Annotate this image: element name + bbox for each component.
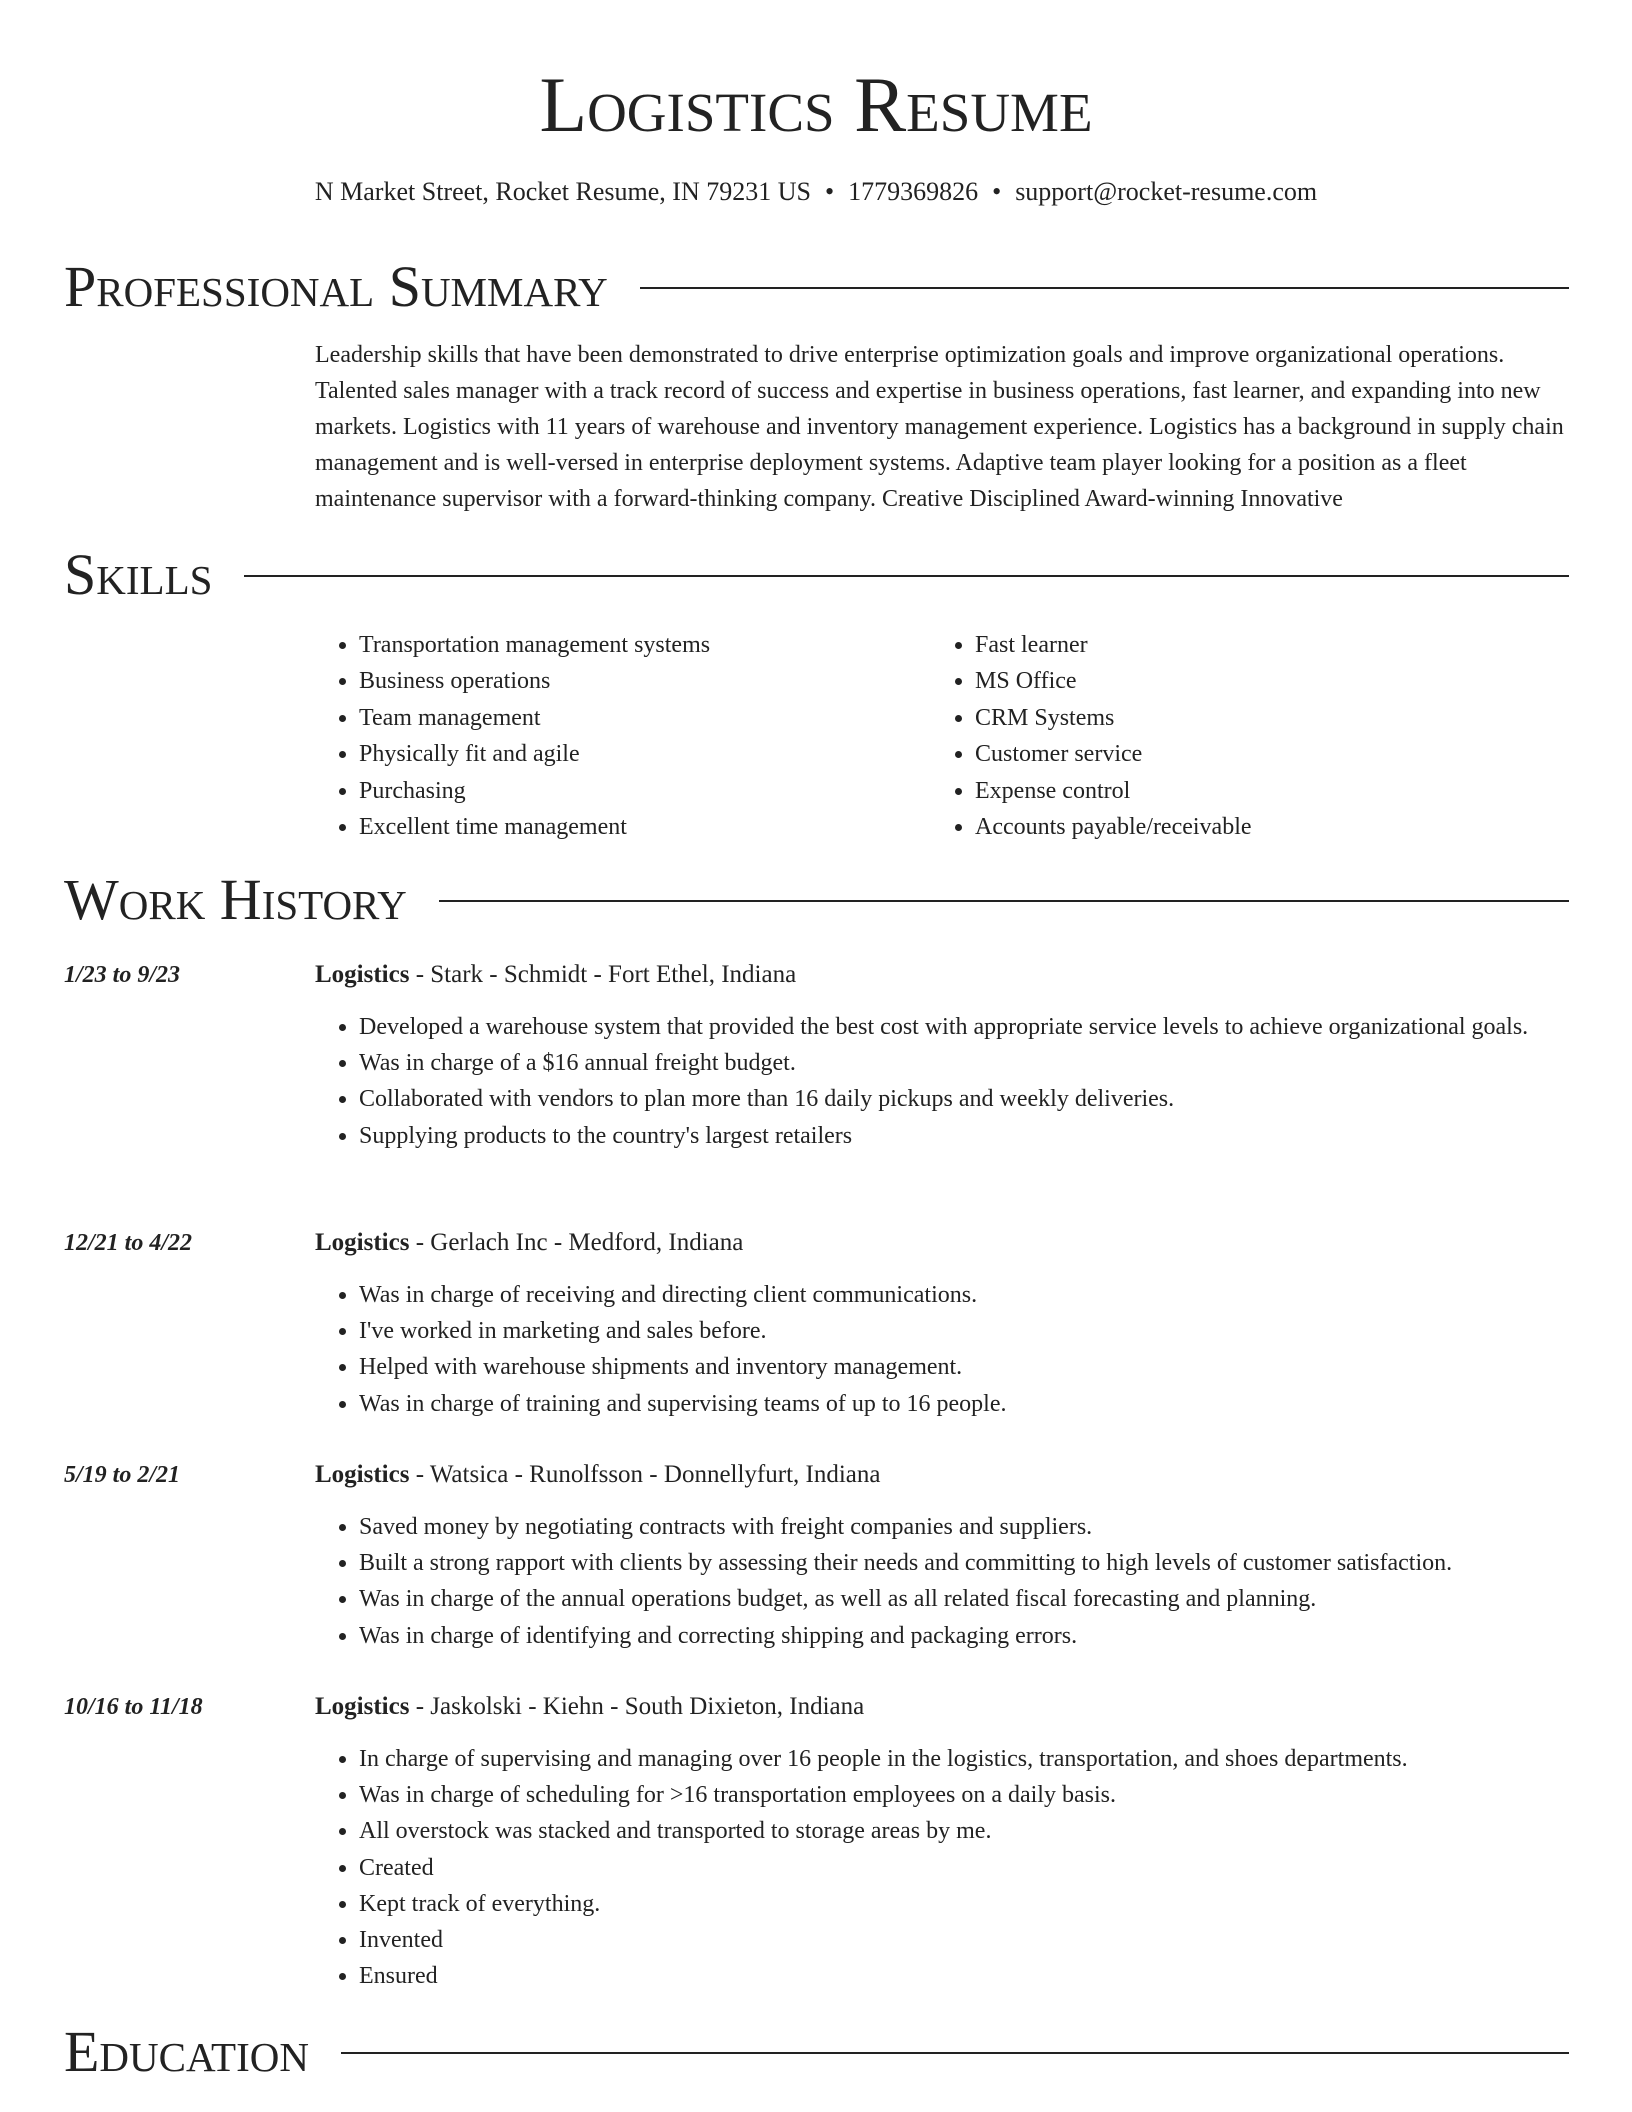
job-dates: 10/16 to 11/18 bbox=[64, 1694, 203, 1720]
job-bullet: • Built a strong rapport with clients by assessing their needs and committing to high levels of customer satisfaction. bbox=[359, 1545, 1613, 1581]
job-bullet: • Supplying products to the country's largest retailers bbox=[359, 1118, 1613, 1154]
summary-section-header bbox=[64, 255, 1569, 319]
job-bullet: • Was in charge of the annual operations budget, as well as all related fiscal forecasting and planning. bbox=[359, 1581, 1613, 1617]
skills-list bbox=[315, 627, 1571, 845]
job-heading bbox=[315, 958, 1569, 992]
job-bullets bbox=[315, 1009, 1613, 1154]
job-bullet: • In charge of supervising and managing over 16 people in the logistics, transportation, and shoes departments. bbox=[359, 1741, 1613, 1777]
section-divider bbox=[439, 900, 1569, 902]
job-bullet: • Collaborated with vendors to plan more than 16 daily pickups and weekly deliveries. bbox=[359, 1081, 1613, 1117]
job-bullet: • Invented bbox=[359, 1922, 1613, 1958]
skill-item: • Customer service bbox=[975, 736, 1252, 772]
skills-column-left bbox=[315, 627, 931, 845]
job-bullets bbox=[315, 1509, 1613, 1654]
skill-item: • CRM Systems bbox=[975, 700, 1252, 736]
job-bullet: • Was in charge of receiving and directing client communications. bbox=[359, 1277, 1613, 1313]
job-title: Logistics bbox=[315, 1461, 410, 1488]
job-bullet: • I've worked in marketing and sales before. bbox=[359, 1313, 1613, 1349]
resume-name: Logistics Resume bbox=[539, 61, 1093, 148]
section-divider bbox=[244, 575, 1569, 577]
section-title-skills: Skills bbox=[64, 542, 213, 607]
skills-column-right bbox=[931, 627, 1252, 845]
job-dates: 12/21 to 4/22 bbox=[64, 1230, 193, 1256]
work-history-section-header bbox=[64, 868, 1569, 932]
contact-email: support@rocket-resume.com bbox=[1015, 177, 1318, 206]
skill-item: • MS Office bbox=[975, 663, 1252, 699]
section-title-education: Education bbox=[64, 2019, 309, 2084]
job-heading bbox=[315, 1458, 1569, 1492]
job-bullet: • Saved money by negotiating contracts with freight companies and suppliers. bbox=[359, 1509, 1613, 1545]
contact-separator: • bbox=[824, 177, 835, 206]
skill-item: • Team management bbox=[359, 700, 931, 736]
job-employer: - Watsica - Runolfsson - Donnellyfurt, Indiana bbox=[409, 1461, 881, 1488]
section-title-summary: Professional Summary bbox=[64, 254, 608, 319]
job-bullet: • Kept track of everything. bbox=[359, 1886, 1613, 1922]
job-employer: - Jaskolski - Kiehn - South Dixieton, Indiana bbox=[409, 1693, 865, 1720]
contact-line bbox=[0, 175, 1632, 209]
job-bullets bbox=[315, 1741, 1613, 1994]
job-employer: - Stark - Schmidt - Fort Ethel, Indiana bbox=[409, 961, 797, 988]
job-employer: - Gerlach Inc - Medford, Indiana bbox=[409, 1229, 744, 1256]
skill-item: • Expense control bbox=[975, 773, 1252, 809]
summary-text: Leadership skills that have been demonstrated to drive enterprise optimization goals and improve organizational operations. Talented sales manager with a track record of success and expertise in business operations, fast learner, and expanding into new markets. Logistics with 11 years of warehouse and inventory management experience. Logistics has a background in supply chain management and is well-versed in enterprise deployment systems. Adaptive team player looking for a position as a fleet maintenance supervisor with a forward-thinking company. Creative Disciplined Award-winning Innovative bbox=[315, 342, 1564, 512]
job-title: Logistics bbox=[315, 1229, 410, 1256]
job-bullet: • Created bbox=[359, 1850, 1613, 1886]
education-section-header bbox=[64, 2020, 1569, 2084]
section-divider bbox=[640, 287, 1569, 289]
job-bullet: • Was in charge of scheduling for >16 transportation employees on a daily basis. bbox=[359, 1777, 1613, 1813]
job-bullet: • All overstock was stacked and transported to storage areas by me. bbox=[359, 1813, 1613, 1849]
skills-section-header bbox=[64, 543, 1569, 607]
job-bullet: • Developed a warehouse system that provided the best cost with appropriate service levels to achieve organizational goals. bbox=[359, 1009, 1613, 1045]
job-dates: 1/23 to 9/23 bbox=[64, 962, 181, 988]
job-bullet: • Ensured bbox=[359, 1958, 1613, 1994]
skill-item: • Accounts payable/receivable bbox=[975, 809, 1252, 845]
job-heading bbox=[315, 1690, 1569, 1724]
skill-item: • Fast learner bbox=[975, 627, 1252, 663]
job-bullet: • Helped with warehouse shipments and inventory management. bbox=[359, 1349, 1613, 1385]
contact-separator: • bbox=[992, 177, 1002, 206]
section-title-work-history: Work History bbox=[64, 867, 407, 932]
job-bullet: • Was in charge of identifying and correcting shipping and packaging errors. bbox=[359, 1618, 1613, 1654]
job-dates: 5/19 to 2/21 bbox=[64, 1462, 181, 1488]
job-title: Logistics bbox=[315, 1693, 410, 1720]
job-heading bbox=[315, 1226, 1569, 1260]
job-bullet: • Was in charge of training and supervising teams of up to 16 people. bbox=[359, 1386, 1613, 1422]
skill-item: • Purchasing bbox=[359, 773, 931, 809]
skill-item: • Excellent time management bbox=[359, 809, 931, 845]
contact-address: N Market Street, Rocket Resume, IN 79231 US bbox=[314, 177, 811, 206]
skill-item: • Physically fit and agile bbox=[359, 736, 931, 772]
job-title: Logistics bbox=[315, 961, 410, 988]
job-bullet: • Was in charge of a $16 annual freight budget. bbox=[359, 1045, 1613, 1081]
skill-item: • Business operations bbox=[359, 663, 931, 699]
contact-phone: 1779369826 bbox=[848, 177, 979, 206]
job-bullets bbox=[315, 1277, 1613, 1422]
skill-item: • Transportation management systems bbox=[359, 627, 931, 663]
section-divider bbox=[341, 2052, 1569, 2054]
